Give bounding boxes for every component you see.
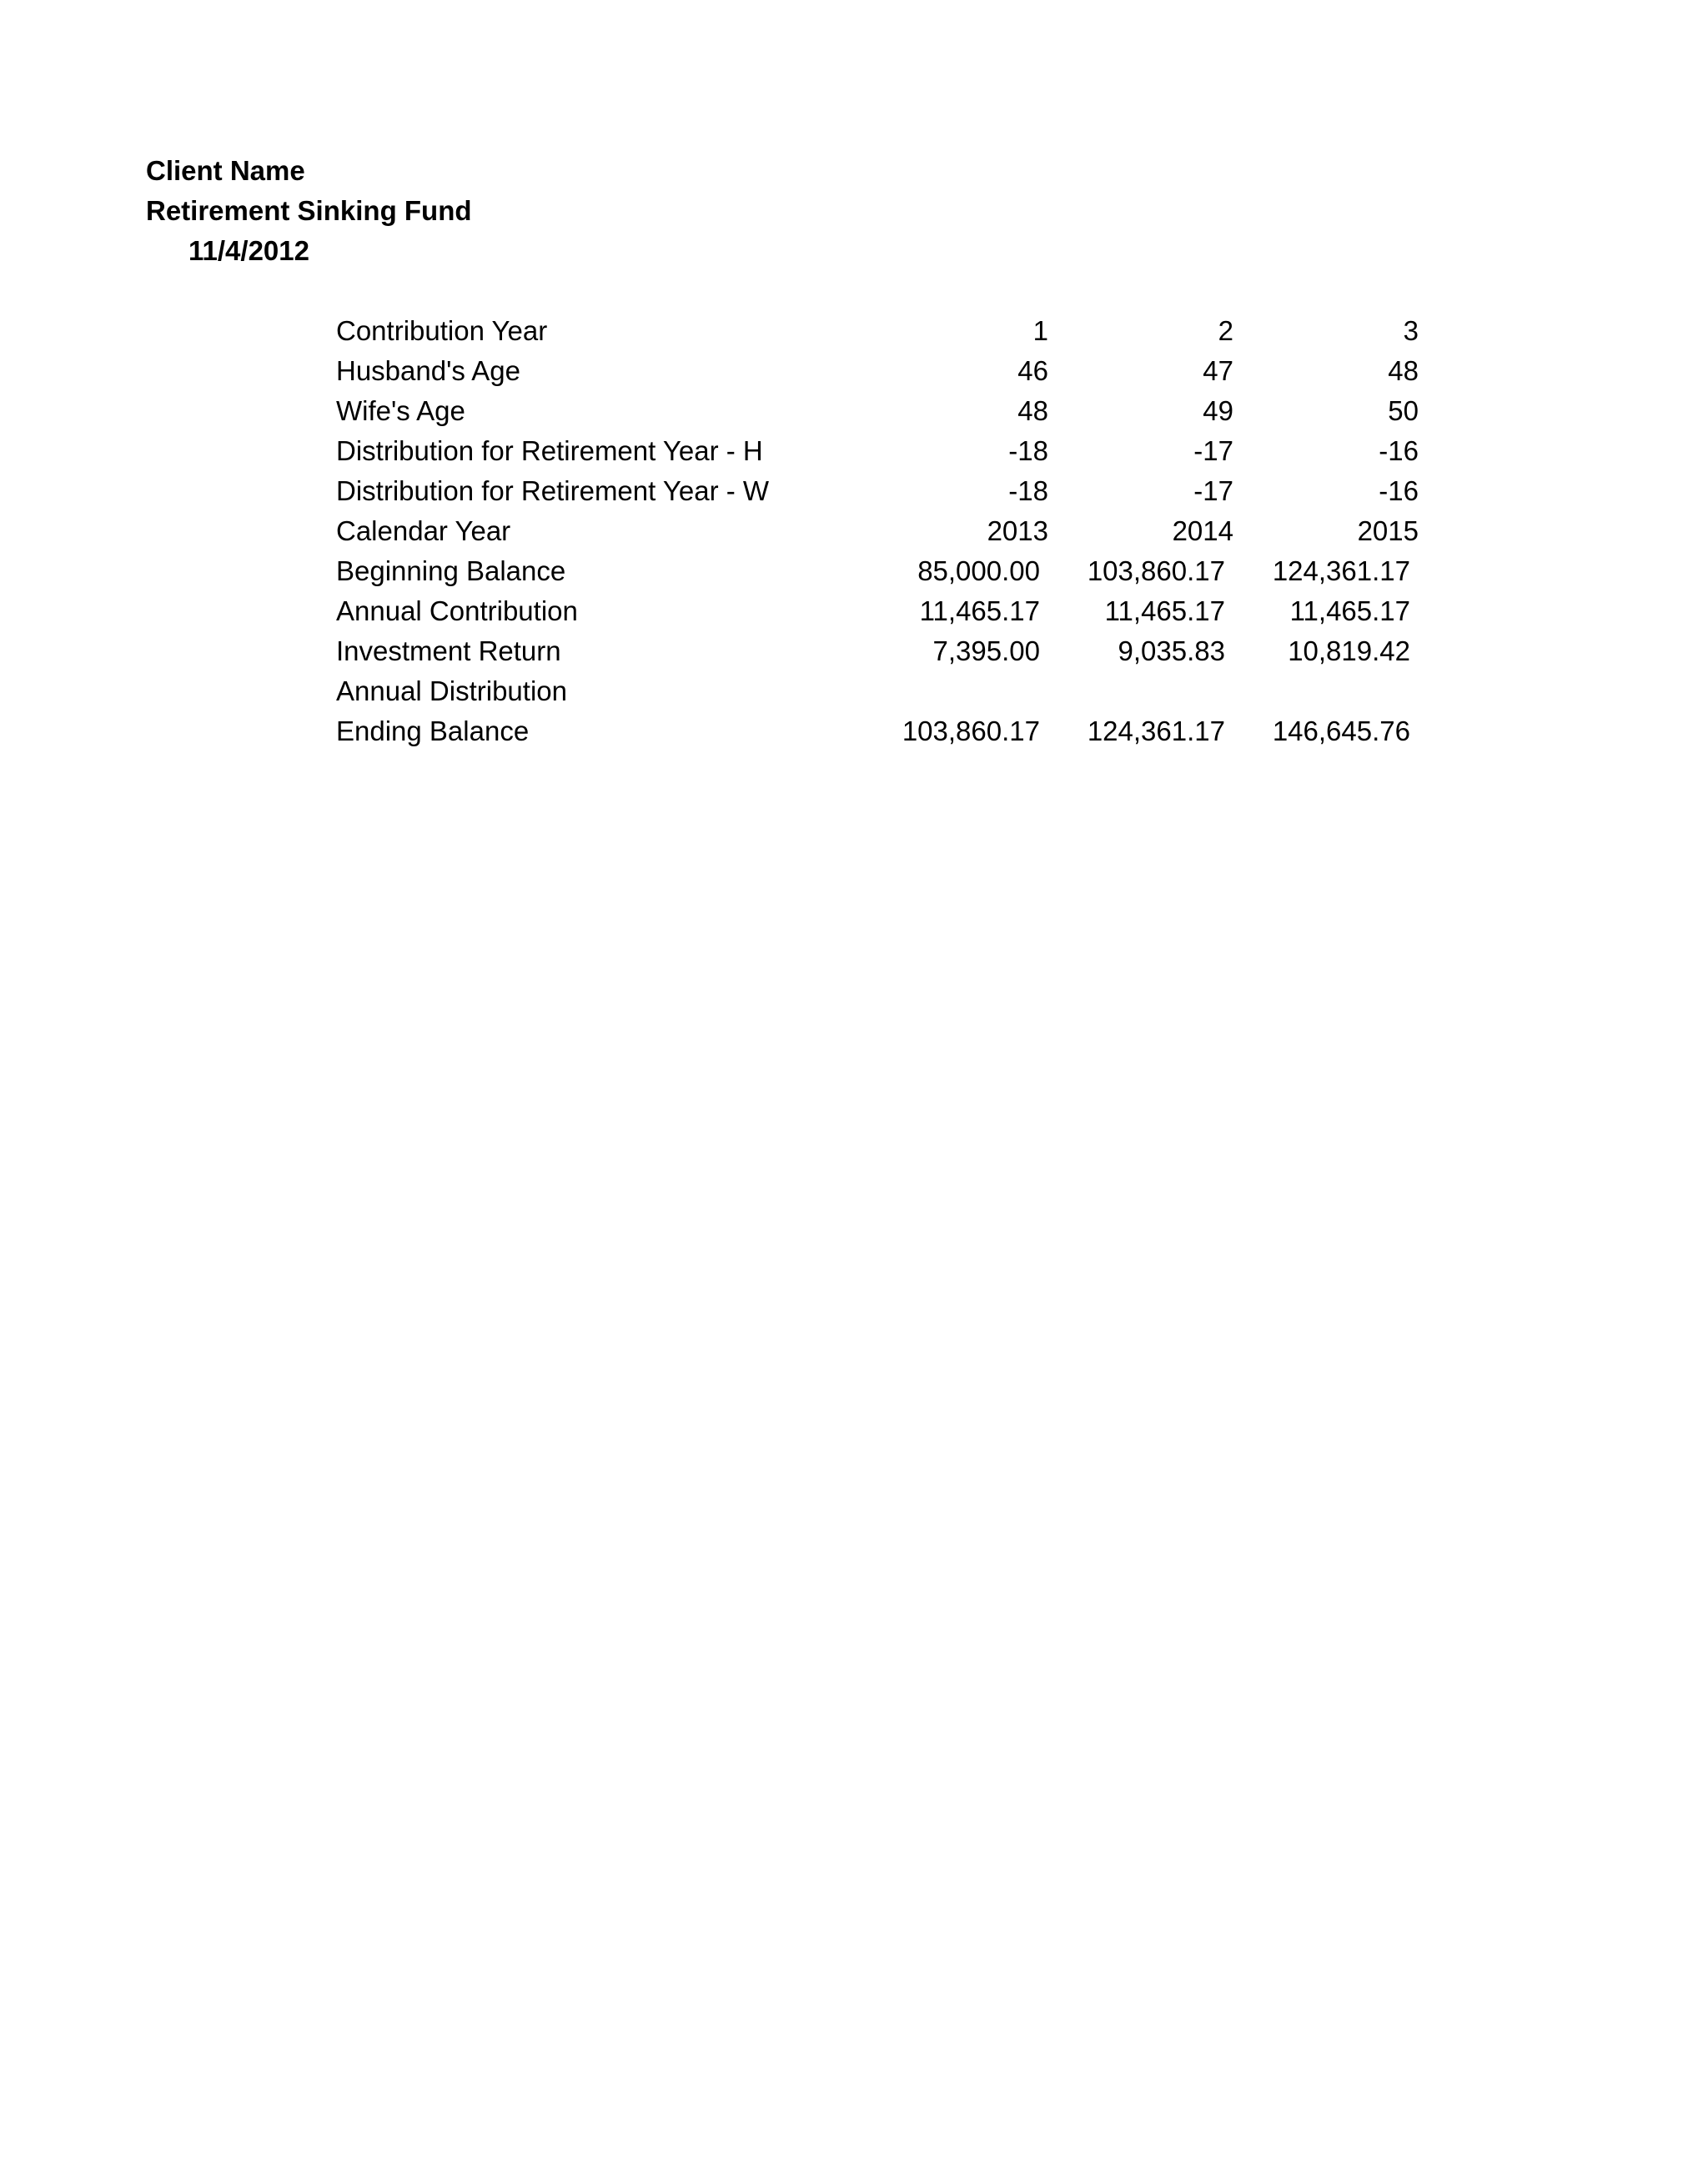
table-cell: 124,361.17 <box>1087 715 1225 746</box>
row-label: Contribution Year <box>336 315 548 346</box>
table-cell: 103,860.17 <box>1087 555 1225 586</box>
table-cell: -18 <box>1008 435 1048 466</box>
table-cell: 48 <box>1388 355 1419 386</box>
table-cell: 10,819.42 <box>1288 635 1410 666</box>
table-cell: 2013 <box>987 515 1048 546</box>
row-label: Beginning Balance <box>336 555 566 586</box>
row-label: Calendar Year <box>336 515 511 546</box>
row-label: Ending Balance <box>336 715 530 746</box>
table-cell: 11,465.17 <box>1289 595 1410 626</box>
report-date: 11/4/2012 <box>188 235 309 266</box>
table-cell: -17 <box>1193 475 1233 506</box>
row-label: Wife's Age <box>336 395 465 426</box>
table-cell: 9,035.83 <box>1118 635 1225 666</box>
row-label: Annual Distribution <box>336 675 567 706</box>
row-label: Distribution for Retirement Year - W <box>336 475 770 506</box>
table-cell: 48 <box>1017 395 1048 426</box>
table-cell: 50 <box>1388 395 1419 426</box>
table-cell: -16 <box>1379 435 1419 466</box>
report-title: Retirement Sinking Fund <box>146 195 472 226</box>
table-cell: 85,000.00 <box>917 555 1040 586</box>
table-cell: 2 <box>1218 315 1233 346</box>
table-cell: 47 <box>1203 355 1233 386</box>
table-cell: 7,395.00 <box>932 635 1040 666</box>
table-cell: 11,465.17 <box>1104 595 1225 626</box>
table-cell: -17 <box>1193 435 1233 466</box>
table-cell: 2015 <box>1357 515 1419 546</box>
table-cell: -18 <box>1008 475 1048 506</box>
table-cell: 124,361.17 <box>1272 555 1410 586</box>
table-cell: 146,645.76 <box>1272 715 1410 746</box>
table-cell: 49 <box>1203 395 1233 426</box>
row-label: Distribution for Retirement Year - H <box>336 435 763 466</box>
table-cell: 3 <box>1403 315 1419 346</box>
row-label: Annual Contribution <box>336 595 578 626</box>
client-name: Client Name <box>146 155 305 186</box>
table-cell: -16 <box>1379 475 1419 506</box>
table-cell: 46 <box>1017 355 1048 386</box>
row-label: Investment Return <box>336 635 561 666</box>
row-label: Husband's Age <box>336 355 520 386</box>
table-cell: 1 <box>1032 315 1048 346</box>
table-cell: 2014 <box>1172 515 1233 546</box>
table-cell: 103,860.17 <box>902 715 1040 746</box>
table-cell: 11,465.17 <box>919 595 1040 626</box>
